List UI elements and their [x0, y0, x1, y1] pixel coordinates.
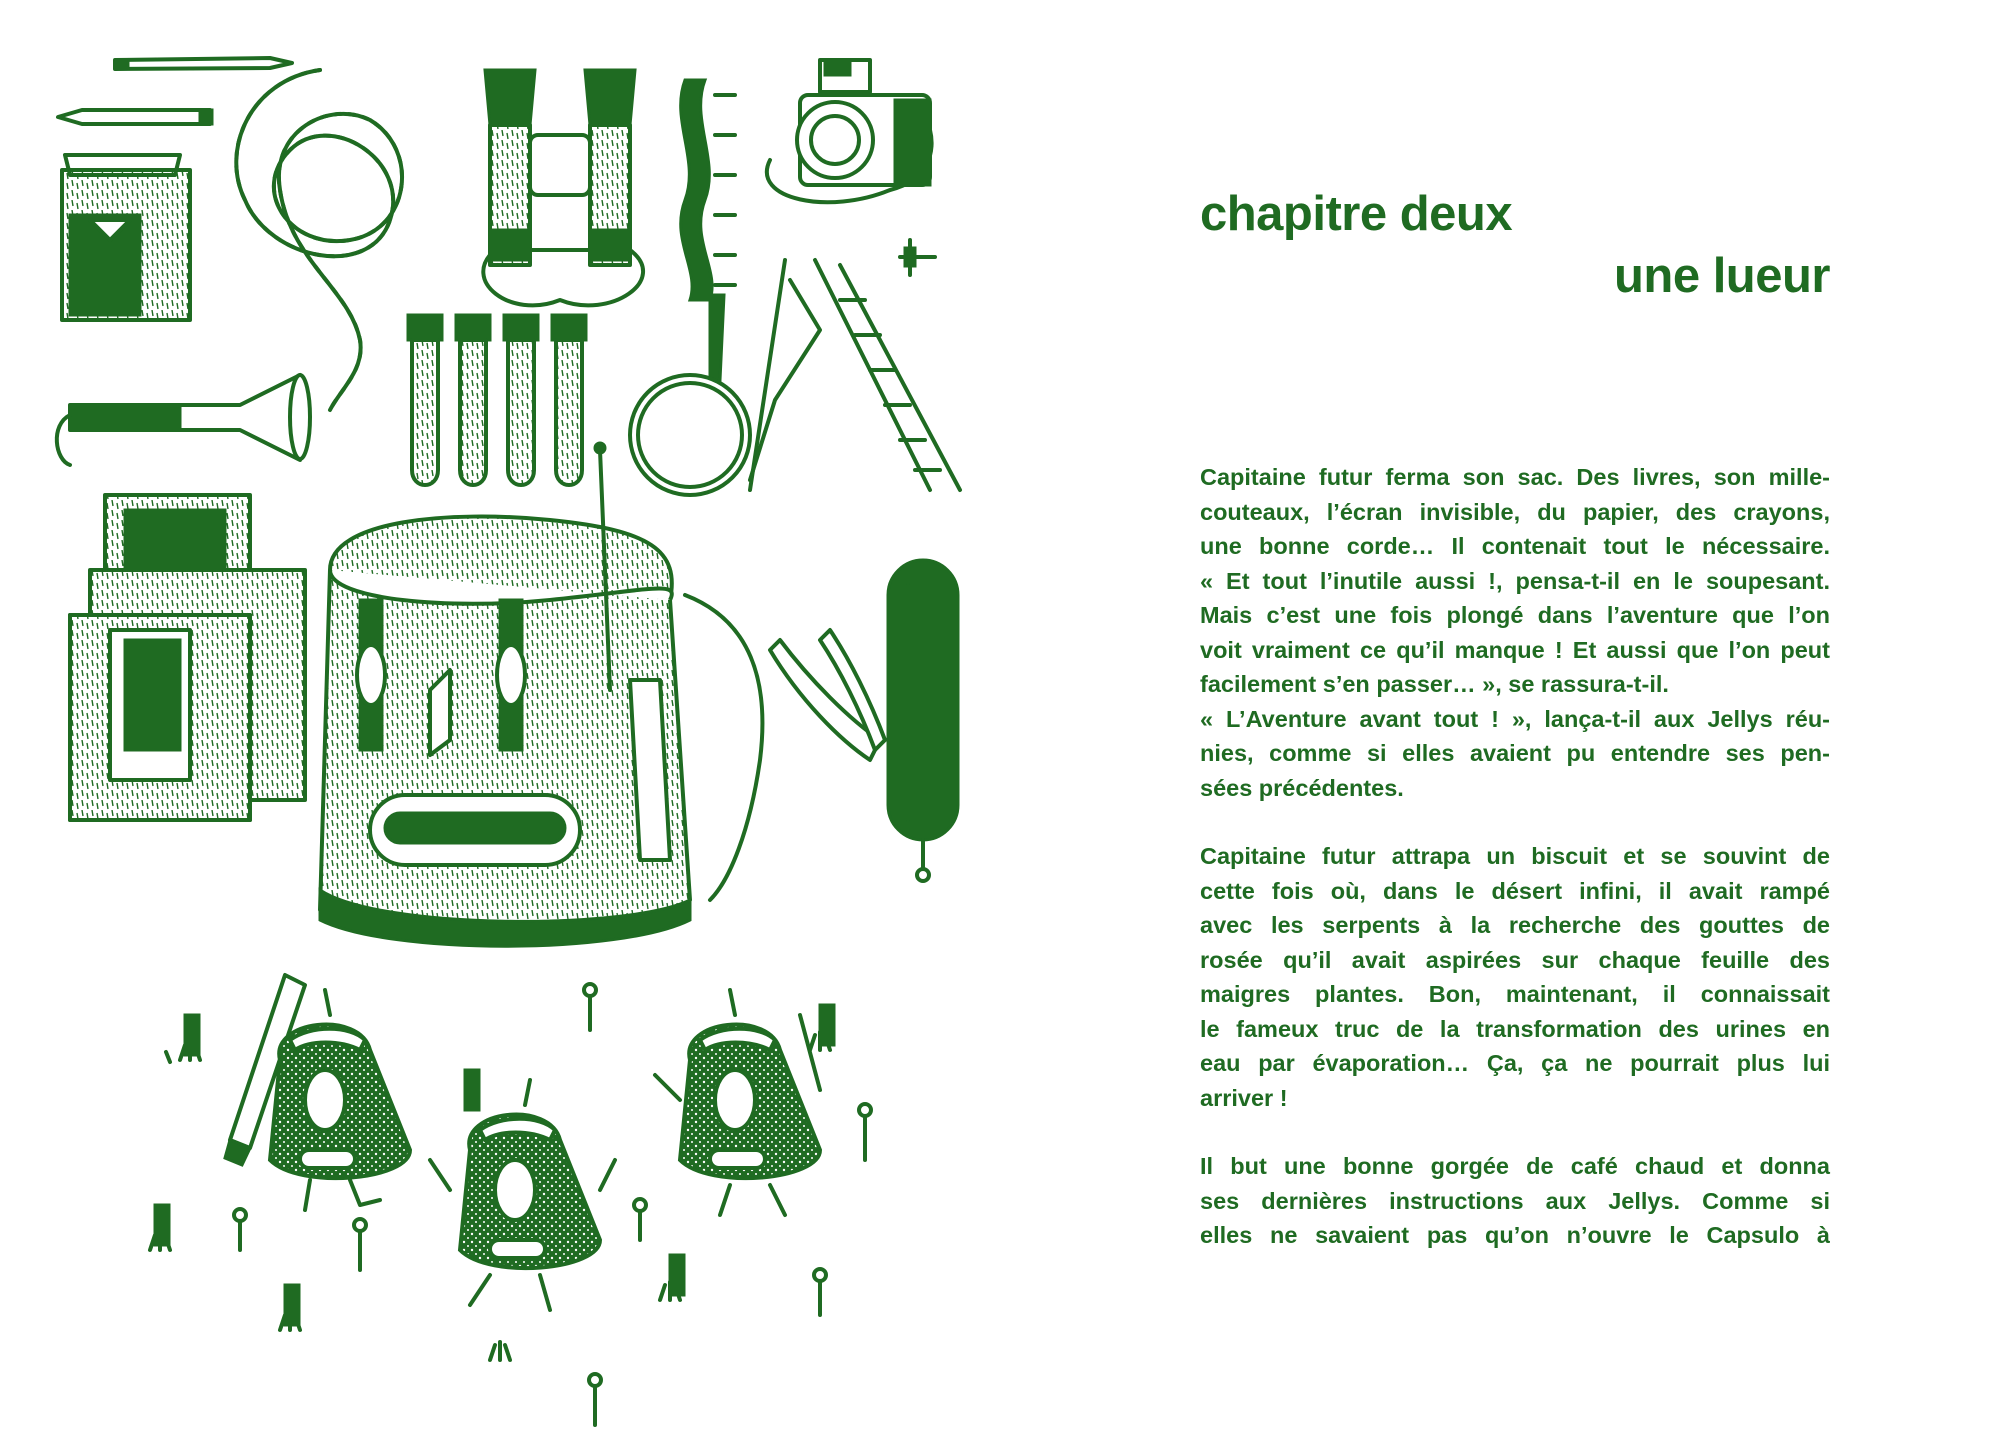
text-line: Capitaine futur attrapa un biscuit et se souvint de — [1200, 843, 1830, 869]
text-line: avec les serpents à la recherche des gouttes de — [1200, 912, 1830, 938]
text-line: couteaux, l’écran invisible, du papier, des crayons, — [1200, 498, 1830, 525]
text-line: sées précédentes. — [1200, 774, 1404, 801]
body-text — [1200, 460, 1830, 1287]
text-line: « L’Aventure avant tout ! », lança-t-il aux Jellys réu- — [1200, 705, 1830, 732]
text-line: cette fois où, dans le désert infini, il avait rampé — [1200, 877, 1830, 904]
notebook-icon — [62, 155, 190, 320]
jelly-creatures-icon — [150, 975, 871, 1425]
text-line: le fameux truc de la transformation des urines en — [1200, 1015, 1830, 1042]
pocket-knife-icon — [770, 560, 958, 881]
ladder-icon — [750, 260, 960, 490]
adventure-gear-illustration — [30, 40, 990, 1430]
text-line: facilement s’en passer… », se rassura-t-il. — [1200, 671, 1669, 697]
text-line: voit vraiment ce qu’il manque ! Et aussi que l’on peut — [1200, 636, 1830, 663]
pencil-icon — [58, 58, 292, 124]
paragraph — [1200, 1149, 1830, 1253]
books-icon — [70, 495, 305, 820]
text-line: une bonne corde… Il contenait tout le nécessaire. — [1200, 533, 1830, 559]
text-line: « Et tout l’inutile aussi !, pensa-t-il en le soupesant. — [1200, 567, 1830, 594]
text-line: arriver ! — [1200, 1084, 1288, 1111]
rope-icon — [236, 70, 402, 410]
paragraph — [1200, 839, 1830, 1115]
flashlight-icon — [57, 375, 310, 465]
camera-icon — [767, 60, 935, 275]
text-page — [1190, 0, 1830, 1437]
backpack-icon — [320, 443, 762, 946]
text-line: Mais c’est une fois plongé dans l’aventure que l’on — [1200, 602, 1830, 628]
magnifying-glass-icon — [630, 295, 750, 495]
paragraph — [1200, 460, 1830, 805]
binoculars-icon — [483, 70, 643, 305]
text-line: rosée qu’il avait aspirées sur chaque feuille des — [1200, 946, 1830, 973]
text-line: maigres plantes. Bon, maintenant, il connaissait — [1200, 981, 1830, 1007]
test-tubes-icon — [408, 315, 586, 485]
text-line: Capitaine futur ferma son sac. Des livres, son mille- — [1200, 464, 1830, 490]
text-line: Il but une bonne gorgée de café chaud et donna — [1200, 1153, 1830, 1179]
text-line: nies, comme si elles avaient pu entendre ses pen- — [1200, 740, 1830, 766]
chapter-subtitle: une lueur — [1613, 249, 1830, 303]
text-line: ses dernières instructions aux Jellys. Comme si — [1200, 1187, 1830, 1214]
text-line: eau par évaporation… Ça, ça ne pourrait plus lui — [1200, 1050, 1830, 1076]
film-strip-icon — [681, 80, 735, 300]
text-line: elles ne savaient pas qu’on n’ouvre le Capsulo à — [1200, 1222, 1830, 1248]
chapter-title: chapitre deux — [1200, 187, 1513, 241]
